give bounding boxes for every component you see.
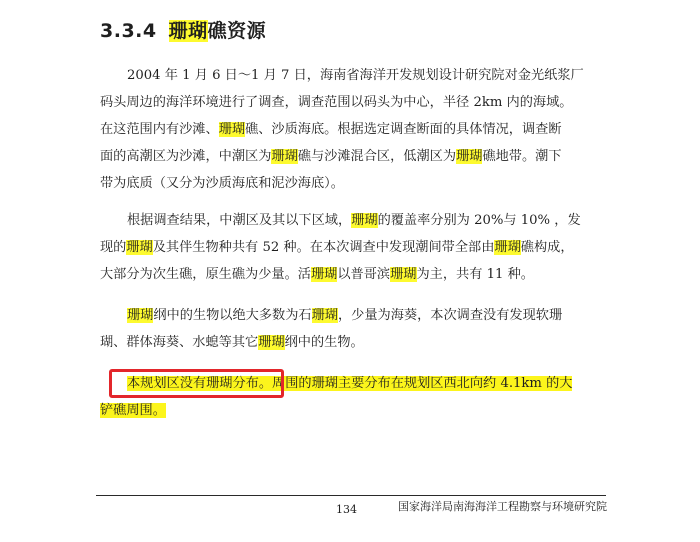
text-line	[100, 397, 620, 424]
footer-organization: 国家海洋局南海海洋工程勘察与环境研究院	[398, 500, 607, 513]
callout-box	[109, 369, 284, 398]
highlighted-term: 珊瑚	[311, 308, 338, 323]
highlighted-term: 珊瑚	[494, 240, 521, 255]
highlighted-term: 珊瑚	[218, 122, 246, 137]
paragraph-survey-overview	[100, 62, 620, 197]
section-heading	[100, 18, 266, 44]
highlighted-term: 珊瑚	[351, 213, 378, 228]
text-segment: 的覆盖率分别为 20%与 10% ，发	[377, 213, 581, 228]
text-line	[100, 143, 620, 170]
footer-rule	[96, 495, 606, 496]
heading-rest: 礁资源	[207, 20, 267, 42]
text-segment: 纲中的生物以绝大多数为石	[153, 308, 312, 323]
highlighted-term: 珊瑚	[311, 267, 338, 282]
text-line	[100, 62, 620, 89]
highlighted-term: 珊瑚	[456, 149, 483, 164]
paragraph-coral-class	[100, 302, 620, 356]
section-number: 3.3.4	[100, 20, 157, 42]
text-segment: 礁与沙滩混合区，低潮区为	[297, 149, 457, 164]
text-segment: 礁、沙质海底。根据选定调查断面的具体情况，调查断	[245, 122, 562, 137]
highlighted-term: 本规划区没有珊瑚分布。周围的珊瑚主要分布在规划区西北向约 4.1km 的大	[127, 376, 573, 391]
heading-highlight: 珊瑚	[168, 20, 208, 42]
text-segment: 大部分为次生礁，原生礁为少量。活	[100, 267, 311, 282]
text-segment: 礁地带。潮下	[482, 149, 562, 164]
highlighted-term: 珊瑚	[271, 149, 298, 164]
text-segment: 现的	[100, 240, 127, 255]
text-segment: 礁构成，	[520, 240, 574, 255]
text-segment: 在这范围内有沙滩、	[100, 122, 219, 137]
text-line	[100, 234, 620, 261]
paragraph-survey-results	[100, 207, 620, 288]
page-number: 134	[336, 503, 357, 516]
text-line	[100, 89, 620, 116]
text-line	[100, 302, 620, 329]
text-segment: 瑚、群体海葵、水螅等其它	[100, 335, 259, 350]
text-segment: 为主，共有 11 种。	[416, 267, 534, 282]
text-segment: 带为底质（又分为沙质海底和泥沙海底）。	[100, 176, 344, 191]
text-segment: 2004 年 1 月 6 日～1 月 7 日，海南省海洋开发规划设计研究院对金光纸浆厂	[127, 68, 584, 83]
highlighted-term: 珊瑚	[127, 308, 154, 323]
highlighted-term: 珊瑚	[390, 267, 417, 282]
text-segment: 及其伴生物种共有 52 种。在本次调查中发现潮间带全部由	[152, 240, 495, 255]
text-line	[100, 329, 620, 356]
text-line	[100, 261, 620, 288]
text-line	[100, 170, 620, 197]
highlighted-term: 铲礁周围。	[100, 403, 166, 418]
text-line	[100, 207, 620, 234]
highlighted-term: 珊瑚	[258, 335, 285, 350]
text-segment: 纲中的生物。	[284, 335, 364, 350]
text-segment: ，少量为海葵，本次调查没有发现软珊	[338, 308, 563, 323]
highlighted-term: 珊瑚	[126, 240, 153, 255]
text-segment: 码头周边的海洋环境进行了调查，调查范围以码头为中心，半径 2km 内的海域。	[100, 95, 573, 110]
text-segment: 以普哥滨	[337, 267, 391, 282]
text-line	[100, 116, 620, 143]
text-segment: 根据调查结果，中潮区及其以下区域，	[127, 213, 352, 228]
text-segment: 面的高潮区为沙滩，中潮区为	[100, 149, 272, 164]
